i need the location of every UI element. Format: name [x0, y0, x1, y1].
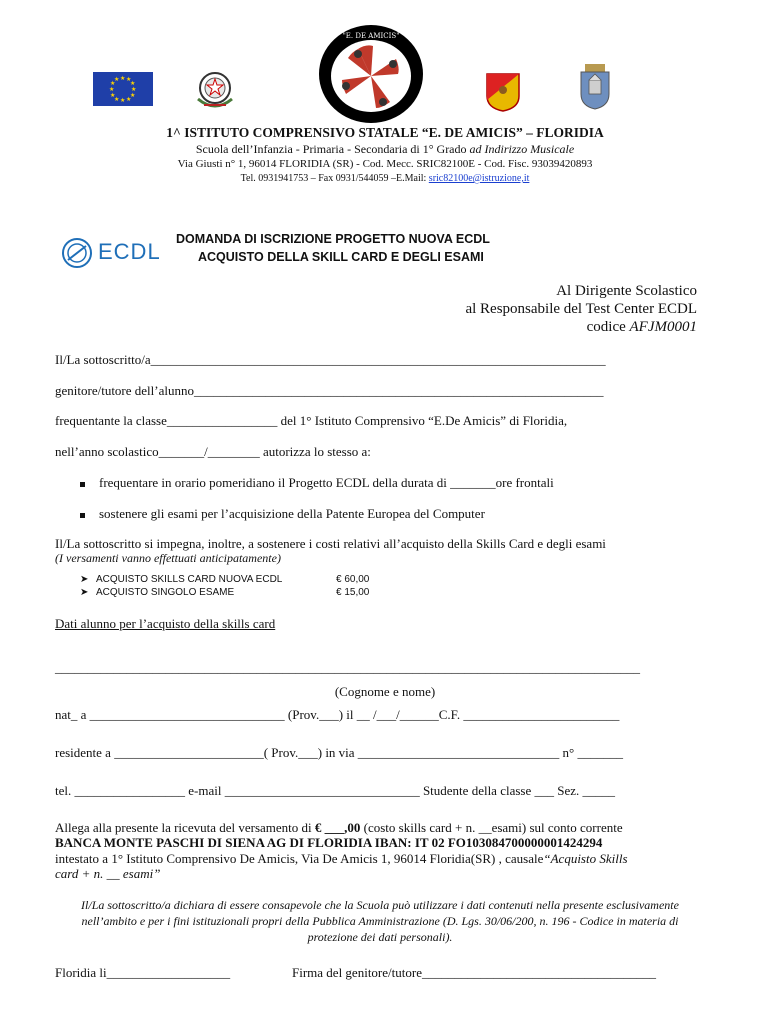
eu-flag-logo	[93, 72, 153, 106]
commitment-text: Il/La sottoscritto si impegna, inoltre, a sostenere i costi relativi all’acquisto della Skills Card e degli esami	[55, 536, 606, 551]
recipient-line2: al Responsabile del Test Center ECDL	[465, 301, 697, 317]
svg-text:★: ★	[114, 76, 120, 83]
school-levels-text: Scuola dell’Infanzia - Primaria - Secondaria di 1° Grado	[195, 142, 470, 156]
ecdl-logo	[58, 236, 178, 270]
signer-field[interactable]: Il/La sottoscritto/a______________________________________________________________________	[55, 352, 606, 367]
payment-reason-cont: card + n. __ esami”	[55, 866, 161, 881]
price-label: ACQUISTO SKILLS CARD NUOVA ECDL	[96, 574, 283, 585]
svg-text:★: ★	[130, 80, 136, 87]
svg-text:★: ★	[110, 92, 116, 99]
residence-field[interactable]: residente a _______________________( Prov.___) in via _______________________________ n° _______	[55, 745, 624, 760]
payment-reason: “Acquisto Skills	[543, 851, 628, 866]
attachment-detail: (costo skills card + n. __esami) sul conto corrente	[360, 820, 623, 835]
contacts-text: Tel. 0931941753 – Fax 0931/544059 –E.Mail:	[240, 173, 429, 184]
price-label: ACQUISTO SINGOLO ESAME	[96, 587, 235, 598]
arrow-icon: ➤	[80, 574, 89, 585]
name-caption: (Cognome e nome)	[334, 684, 436, 699]
place-date-field[interactable]: Floridia li___________________	[55, 965, 231, 980]
svg-text:★: ★	[114, 96, 120, 103]
school-music-logo	[318, 24, 424, 124]
price-row-single-exam	[80, 587, 369, 598]
arrow-icon: ➤	[80, 587, 89, 598]
attachment-text	[55, 820, 623, 836]
bullet-item-course	[80, 475, 554, 491]
svg-text:★: ★	[126, 76, 132, 83]
bullet-square-icon	[80, 513, 85, 518]
svg-text:★: ★	[131, 86, 137, 93]
svg-text:★: ★	[130, 92, 136, 99]
price-value: € 15,00	[336, 587, 370, 598]
guardian-field[interactable]: genitore/tutore dell’alunno_______________________________________________________________	[55, 383, 604, 398]
student-data-heading: Dati alunno per l’acquisto della skills card	[55, 616, 276, 631]
music-address: ad Indirizzo Musicale	[469, 142, 575, 156]
guardian-signature-field[interactable]: Firma del genitore/tutore____________________________________	[292, 965, 656, 980]
svg-text:★: ★	[120, 75, 126, 82]
sicily-region-logo	[483, 72, 523, 112]
price-value: € 60,00	[336, 574, 370, 585]
bullet-text: sostenere gli esami per l’acquisizione della Patente Europea del Computer	[99, 506, 485, 521]
test-center-code: AFJM0001	[629, 319, 697, 335]
email-link[interactable]: sric82100e@istruzione,it	[428, 173, 530, 184]
svg-text:★: ★	[109, 86, 115, 93]
svg-text:★: ★	[120, 97, 126, 104]
form-title-line1: DOMANDA DI ISCRIZIONE PROGETTO NUOVA ECDL	[176, 232, 490, 246]
seal-text: "E. DE AMICIS"	[342, 32, 400, 40]
payment-amount[interactable]: € ___,00	[314, 820, 361, 835]
recipient-line3	[587, 319, 697, 336]
svg-text:★: ★	[110, 80, 116, 87]
privacy-statement: Il/La sottoscritto/a dichiara di essere consapevole che la Scuola può utilizzare i dati contenuti nella presente esclusivamente nell’ambito e per i fini istituzionali propri della Pubblica Amministrazione (D. Lgs. 30/06/200, n. 196 - Codice in materia di protezione dei dati personali).	[81, 898, 679, 944]
bank-details: BANCA MONTE PASCHI DI SIENA AG DI FLORIDIA IBAN: IT 02 FO103084700000001424294	[55, 835, 603, 850]
full-name-field[interactable]: __________________________________________________________________________________________	[55, 660, 640, 675]
school-year-field[interactable]: nell’anno scolastico_______/________ autorizza lo stesso a:	[55, 444, 371, 459]
bullet-item-exams	[80, 506, 485, 522]
price-row-skills-card	[80, 574, 369, 585]
payment-note: (I versamenti vanno effettuati anticipatamente)	[55, 551, 281, 565]
form-title-line2: ACQUISTO DELLA SKILL CARD E DEGLI ESAMI	[198, 250, 484, 264]
floridia-city-logo	[577, 62, 613, 110]
svg-text:★: ★	[126, 96, 132, 103]
italian-emblem-logo	[192, 67, 238, 113]
class-field[interactable]: frequentante la classe_________________ del 1° Istituto Comprensivo “E.De Amicis” di Floridia,	[55, 413, 568, 428]
beneficiary-lead: intestato a 1° Istituto Comprensivo De Amicis, Via De Amicis 1, 96014 Floridia(SR) , causale	[55, 851, 544, 866]
attachment-lead: Allega alla presente la ricevuta del versamento di	[55, 820, 315, 835]
bullet-square-icon	[80, 482, 85, 487]
ecdl-logo-text: ECDL	[98, 239, 161, 264]
school-contacts	[0, 173, 770, 184]
beneficiary-text	[55, 851, 628, 867]
contact-class-field[interactable]: tel. _________________ e-mail ______________________________ Studente della classe ___ Sez. _____	[55, 783, 616, 798]
school-name: 1^ ISTITUTO COMPRENSIVO STATALE “E. DE AMICIS” – FLORIDIA	[166, 125, 604, 140]
school-levels	[0, 142, 770, 157]
recipient-line1: Al Dirigente Scolastico	[556, 283, 697, 299]
recipient-code-label: codice	[586, 319, 630, 335]
school-address: Via Giusti n° 1, 96014 FLORIDIA (SR) - Cod. Mecc. SRIC82100E - Cod. Fisc. 93039420893	[177, 158, 593, 170]
birth-details-field[interactable]: nat_ a ______________________________ (Prov.___) il __ /___/______C.F. ________________________	[55, 707, 620, 722]
bullet-text: frequentare in orario pomeridiano il Progetto ECDL della durata di _______ore frontali	[99, 475, 554, 490]
